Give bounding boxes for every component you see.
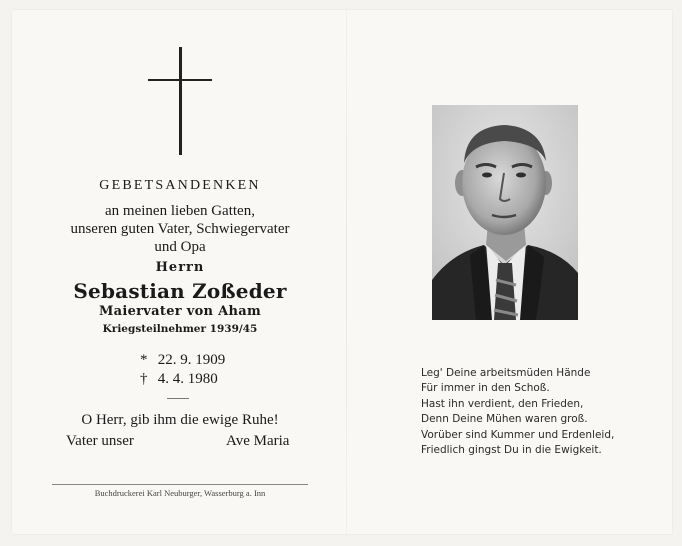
- poem-line: Vorüber sind Kummer und Erdenleid,: [421, 428, 615, 441]
- prayer-right: Ave Maria: [226, 433, 290, 449]
- birth-date: 22. 9. 1909: [157, 352, 226, 368]
- card-fold: [346, 10, 347, 534]
- printer-rule: [52, 484, 308, 485]
- birth-symbol: *: [140, 352, 148, 368]
- memorial-poem: [421, 366, 651, 458]
- death-symbol: †: [140, 371, 148, 387]
- dedication-line-3: und Opa: [154, 239, 206, 255]
- death-date: 4. 4. 1980: [157, 371, 218, 387]
- prayer: O Herr, gib ihm die ewige Ruhe!: [81, 412, 279, 428]
- heading: GEBETSANDENKEN: [99, 178, 261, 193]
- poem-line: Leg' Deine arbeitsmüden Hände: [421, 367, 591, 379]
- poem-line: Für immer in den Schoß.: [421, 382, 550, 395]
- poem-line: Denn Deine Mühen waren groß.: [421, 413, 588, 426]
- salutation: Herrn: [155, 260, 205, 275]
- divider: [167, 398, 189, 399]
- deceased-name: Sebastian Zoßeder: [73, 279, 287, 303]
- portrait-photo: [432, 105, 578, 320]
- deceased-note: Kriegsteilnehmer 1939/45: [102, 323, 258, 335]
- dedication-line-2: unseren guten Vater, Schwiegervater: [70, 221, 290, 237]
- deceased-title: Maiervater von Aham: [98, 304, 262, 319]
- cross-icon: [148, 47, 212, 155]
- birth-date-row: [140, 352, 225, 369]
- poem-line: Hast ihn verdient, den Frieden,: [421, 397, 584, 410]
- prayer-left: Vater unser: [66, 433, 134, 449]
- dedication-line-1: an meinen lieben Gatten,: [105, 203, 255, 219]
- death-date-row: [140, 371, 218, 388]
- poem-line: Friedlich gingst Du in die Ewigkeit.: [421, 444, 602, 457]
- printer-credit: Buchdruckerei Karl Neuburger, Wasserburg a. Inn: [94, 488, 266, 498]
